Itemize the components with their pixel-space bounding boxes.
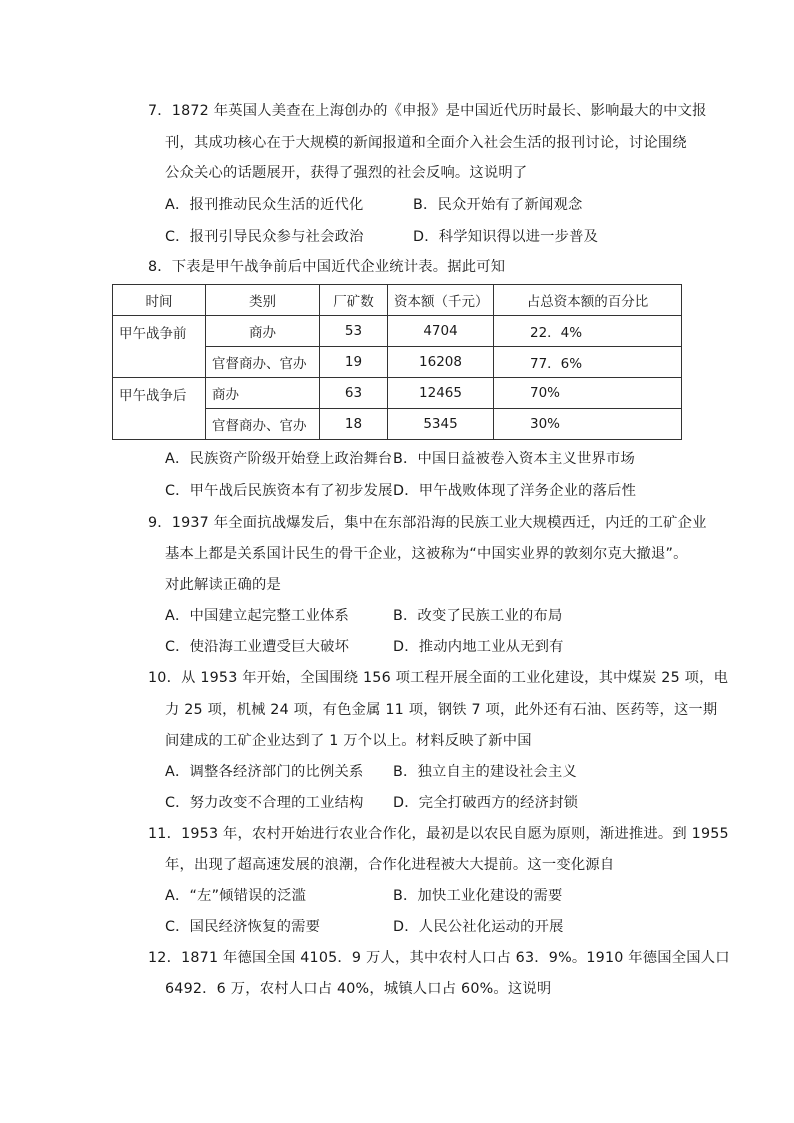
question-10-option-b[interactable]: B．独立自主的建设社会主义 <box>393 764 577 780</box>
table-cell-category: 商办 <box>206 316 320 347</box>
question-9-options-row-1 <box>165 606 563 626</box>
table-cell-capital: 4704 <box>388 316 494 347</box>
table-cell-capital: 16208 <box>388 347 494 378</box>
question-10-line-3: 间建成的工矿企业达到了 1 万个以上。材料反映了新中国 <box>165 733 532 749</box>
table-row <box>113 316 682 347</box>
table-cell-period: 甲午战争前 <box>113 316 206 378</box>
question-7-option-c[interactable]: C．报刊引导民众参与社会政治 <box>165 229 364 245</box>
table-header-category: 类别 <box>206 285 320 316</box>
question-7-options-row-1 <box>165 195 583 215</box>
question-10-options-row-1 <box>165 762 577 782</box>
table-cell-period: 甲午战争后 <box>113 378 206 440</box>
question-7-option-d[interactable]: D．科学知识得以进一步普及 <box>413 229 599 245</box>
question-8-options-row-2 <box>165 481 637 501</box>
question-9-line-1: 9．1937 年全面抗战爆发后，集中在东部沿海的民族工业大规模西迁，内迁的工矿企业 <box>148 515 707 531</box>
question-7-options-row-2 <box>165 227 599 247</box>
question-12-line-2: 6492．6 万，农村人口占 40%，城镇人口占 60%。这说明 <box>165 981 552 997</box>
question-11-options-row-2 <box>165 917 564 937</box>
table-cell-percent: 22．4% <box>494 316 682 347</box>
table-cell-category: 商办 <box>206 378 320 409</box>
question-11-line-1: 11．1953 年，农村开始进行农业合作化，最初是以农民自愿为原则，渐进推进。到 1955 <box>148 826 729 842</box>
table-cell-count: 18 <box>320 409 388 440</box>
table-cell-capital: 5345 <box>388 409 494 440</box>
table-cell-capital: 12465 <box>388 378 494 409</box>
question-10-line-2: 力 25 项，机械 24 项，有色金属 11 项，钢铁 7 项，此外还有石油、医药等，这一期 <box>165 702 718 718</box>
table-header-capital: 资本额（千元） <box>388 285 494 316</box>
question-7-option-a[interactable]: A．报刊推动民众生活的近代化 <box>165 197 364 213</box>
question-7-option-b[interactable]: B．民众开始有了新闻观念 <box>413 197 583 213</box>
question-9-option-a[interactable]: A．中国建立起完整工业体系 <box>165 608 349 624</box>
question-9-options-row-2 <box>165 637 564 657</box>
question-10-line-1: 10．从 1953 年开始，全国围绕 156 项工程开展全面的工业化建设，其中煤炭 25 项，电 <box>148 670 729 686</box>
table-cell-category: 官督商办、官办 <box>206 347 320 378</box>
question-8-option-b[interactable]: B．中国日益被卷入资本主义世界市场 <box>393 451 635 467</box>
question-7-line-1: 7．1872 年英国人美查在上海创办的《申报》是中国近代历时最长、影响最大的中文报 <box>148 103 707 119</box>
question-9-option-c[interactable]: C．使沿海工业遭受巨大破坏 <box>165 639 350 655</box>
table-cell-count: 63 <box>320 378 388 409</box>
table-header-percent: 占总资本额的百分比 <box>494 285 682 316</box>
table-cell-count: 53 <box>320 316 388 347</box>
question-10-option-c[interactable]: C．努力改变不合理的工业结构 <box>165 795 364 811</box>
question-8-option-c[interactable]: C．甲午战后民族资本有了初步发展 <box>165 483 393 499</box>
table-cell-percent: 30% <box>494 409 682 440</box>
question-10-option-d[interactable]: D．完全打破西方的经济封锁 <box>393 795 579 811</box>
question-7-line-3: 公众关心的话题展开，获得了强烈的社会反响。这说明了 <box>165 165 528 181</box>
question-11-options-row-1 <box>165 886 563 906</box>
question-9-option-b[interactable]: B．改变了民族工业的布局 <box>393 608 563 624</box>
question-11-option-c[interactable]: C．国民经济恢复的需要 <box>165 919 321 935</box>
question-10-options-row-2 <box>165 793 579 813</box>
table-cell-percent: 77．6% <box>494 347 682 378</box>
question-10-option-a[interactable]: A．调整各经济部门的比例关系 <box>165 764 364 780</box>
question-8-option-a[interactable]: A．民族资产阶级开始登上政治舞台 <box>165 451 393 467</box>
enterprise-statistics-table <box>112 284 682 440</box>
question-8-option-d[interactable]: D．甲午战败体现了洋务企业的落后性 <box>393 483 637 499</box>
question-11-option-d[interactable]: D．人民公社化运动的开展 <box>393 919 564 935</box>
question-11-option-a[interactable]: A．“左”倾错误的泛滥 <box>165 888 307 904</box>
question-9-line-3: 对此解读正确的是 <box>165 577 281 593</box>
table-header-count: 厂矿数 <box>320 285 388 316</box>
table-cell-count: 19 <box>320 347 388 378</box>
table-header-row <box>113 285 682 316</box>
question-7-line-2: 刊，其成功核心在于大规模的新闻报道和全面介入社会生活的报刊讨论，讨论围绕 <box>165 135 687 151</box>
question-9-line-2: 基本上都是关系国计民生的骨干企业，这被称为“中国实业界的敦刻尔克大撤退”。 <box>165 546 688 562</box>
question-12-line-1: 12．1871 年德国全国 4105．9 万人，其中农村人口占 63．9%。1910 年德国全国人口 <box>148 950 730 966</box>
question-8-options-row-1 <box>165 449 635 469</box>
question-8-stem: 8．下表是甲午战争前后中国近代企业统计表。据此可知 <box>148 259 506 275</box>
table-cell-percent: 70% <box>494 378 682 409</box>
table-header-period: 时间 <box>113 285 206 316</box>
question-9-option-d[interactable]: D．推动内地工业从无到有 <box>393 639 564 655</box>
question-11-line-2: 年，出现了超高速发展的浪潮，合作化进程被大大提前。这一变化源自 <box>165 857 615 873</box>
table-cell-category: 官督商办、官办 <box>206 409 320 440</box>
question-11-option-b[interactable]: B．加快工业化建设的需要 <box>393 888 563 904</box>
table-row <box>113 378 682 409</box>
